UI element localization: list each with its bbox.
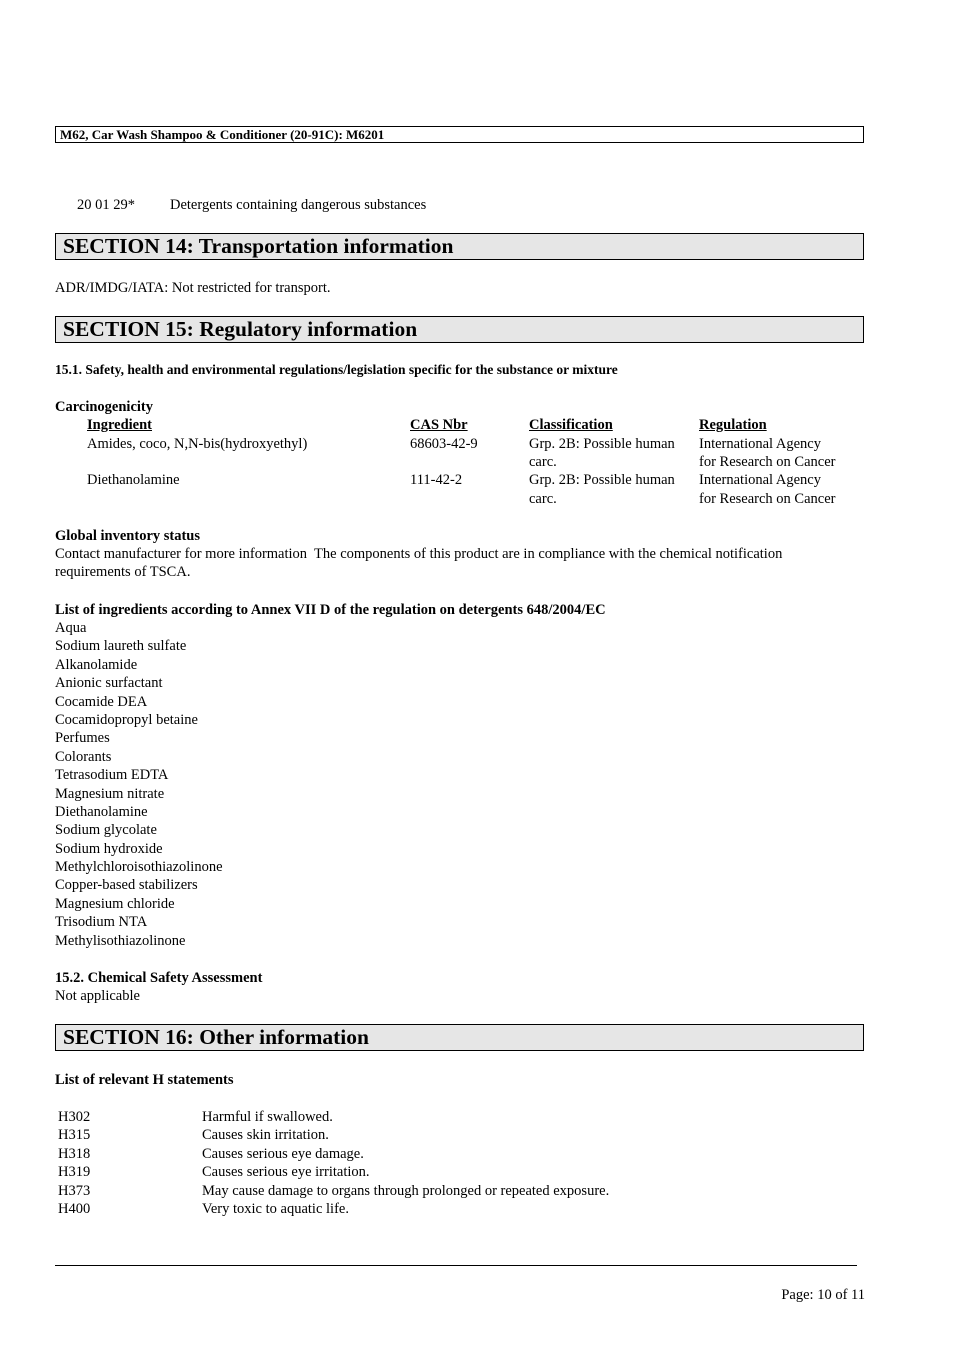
h-code: H302 [58,1109,91,1125]
cell-classification-cont: carc. [529,491,557,507]
ingredients-heading: List of ingredients according to Annex VII D of the regulation on detergents 648/2004/EC [55,602,606,618]
document-header: M62, Car Wash Shampoo & Conditioner (20-91C): M6201 [55,126,864,143]
h-code: H400 [58,1200,91,1217]
section-14-title: SECTION 14: Transportation information [55,233,864,260]
section-16-title: SECTION 16: Other information [55,1024,864,1051]
cell-ingredient: Amides, coco, N,N-bis(hydroxyethyl) [87,436,308,452]
h-code: H315 [58,1127,91,1144]
col-header-classification: Classification [529,417,613,433]
h-text: Causes serious eye damage. [202,1145,364,1162]
csa-text: Not applicable [55,988,140,1004]
h-text: Very toxic to aquatic life. [202,1200,349,1217]
h-statements-heading: List of relevant H statements [55,1072,234,1088]
ingredients-list [55,619,223,950]
list-item: Aqua [55,620,87,636]
inventory-text: Contact manufacturer for more information The components of this product are in compliance with the chemical notification [55,546,783,562]
list-item: Alkanolamide [55,656,138,673]
list-item: Cocamidopropyl betaine [55,711,198,728]
page-number: Page: 10 of 11 [781,1287,865,1303]
cell-regulation-cont: for Research on Cancer [699,491,836,507]
list-item: Perfumes [55,730,110,747]
cell-regulation: International Agency [699,472,821,488]
h-statement-row [58,1145,858,1163]
list-item: Cocamide DEA [55,693,148,710]
list-item: Diethanolamine [55,803,148,820]
cell-cas: 68603-42-9 [410,436,478,452]
h-statements-list [58,1108,858,1218]
cell-regulation: International Agency [699,436,821,452]
list-item: Tetrasodium EDTA [55,767,169,784]
h-code: H318 [58,1145,91,1162]
h-statement-row [58,1163,858,1181]
cell-classification: Grp. 2B: Possible human [529,436,675,452]
h-statement-row [58,1108,858,1126]
inventory-text-cont: requirements of TSCA. [55,564,191,580]
h-text: Harmful if swallowed. [202,1109,333,1125]
cell-regulation-cont: for Research on Cancer [699,454,836,470]
h-text: May cause damage to organs through prolonged or repeated exposure. [202,1182,610,1199]
footer-divider [55,1265,857,1266]
inventory-heading: Global inventory status [55,528,201,544]
waste-description: Detergents containing dangerous substances [170,197,427,213]
cell-classification-cont: carc. [529,454,557,470]
waste-code: 20 01 29* [77,197,135,213]
list-item: Sodium laureth sulfate [55,638,187,655]
list-item: Colorants [55,748,112,765]
transport-text: ADR/IMDG/IATA: Not restricted for transport. [55,280,331,296]
h-text: Causes serious eye irritation. [202,1164,370,1181]
cell-ingredient: Diethanolamine [87,472,180,488]
h-text: Causes skin irritation. [202,1127,329,1144]
list-item: Copper-based stabilizers [55,877,198,894]
list-item: Methylchloroisothiazolinone [55,859,223,876]
csa-heading: 15.2. Chemical Safety Assessment [55,970,263,986]
section-15-title: SECTION 15: Regulatory information [55,316,864,343]
list-item: Methylisothiazolinone [55,932,186,949]
h-statement-row [58,1126,858,1144]
list-item: Magnesium chloride [55,895,175,912]
list-item: Sodium hydroxide [55,840,163,857]
h-code: H319 [58,1164,91,1181]
col-header-regulation: Regulation [699,417,767,433]
cell-cas: 111-42-2 [410,472,463,488]
list-item: Sodium glycolate [55,822,157,839]
list-item: Trisodium NTA [55,914,148,931]
h-statement-row [58,1182,858,1200]
list-item: Anionic surfactant [55,675,163,692]
list-item: Magnesium nitrate [55,785,165,802]
h-code: H373 [58,1182,91,1199]
col-header-cas: CAS Nbr [410,417,468,433]
section-15-1-heading: 15.1. Safety, health and environmental regulations/legislation specific for the substance or mixture [55,362,618,377]
h-statement-row [58,1200,858,1218]
col-header-ingredient: Ingredient [87,417,152,433]
carcinogenicity-heading: Carcinogenicity [55,399,153,415]
cell-classification: Grp. 2B: Possible human [529,472,675,488]
